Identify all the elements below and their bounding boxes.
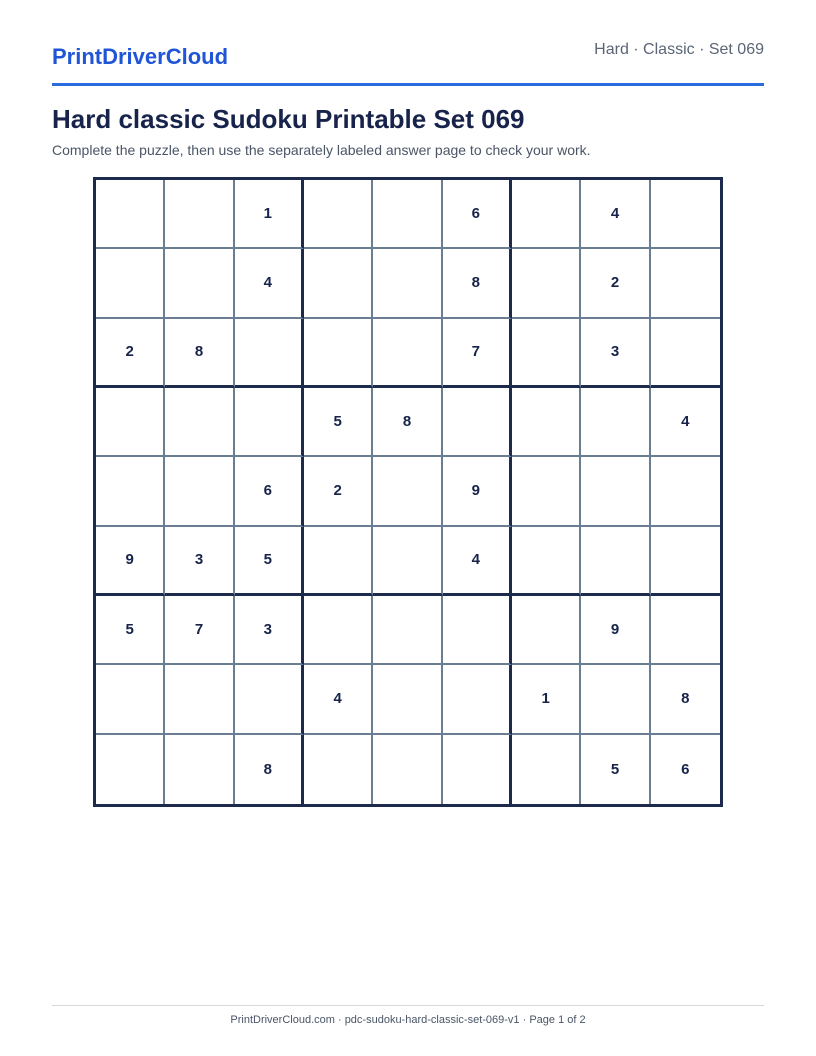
sudoku-cell: 4	[443, 527, 512, 596]
sudoku-cell: 3	[235, 596, 304, 665]
sudoku-cell	[373, 457, 442, 526]
puzzle-meta: Hard · Classic · Set 069	[594, 41, 764, 58]
sudoku-cell	[512, 249, 581, 318]
sudoku-cell: 4	[651, 388, 720, 457]
brand-logo-text: PrintDriverCloud	[52, 44, 229, 69]
sudoku-cell	[443, 388, 512, 457]
sudoku-cell	[651, 249, 720, 318]
sudoku-cell	[512, 457, 581, 526]
sudoku-cell	[651, 319, 720, 388]
sudoku-cell	[373, 319, 442, 388]
sudoku-cell	[443, 735, 512, 804]
sudoku-cell	[96, 457, 165, 526]
sudoku-cell	[373, 249, 442, 318]
sudoku-cell	[96, 735, 165, 804]
sudoku-cell: 4	[304, 665, 373, 734]
sudoku-cell: 4	[581, 180, 650, 249]
sudoku-cell	[235, 319, 304, 388]
sudoku-cell	[651, 527, 720, 596]
sudoku-cell: 2	[581, 249, 650, 318]
sudoku-cell	[304, 319, 373, 388]
sudoku-cell: 2	[96, 319, 165, 388]
sudoku-cell: 6	[235, 457, 304, 526]
sudoku-cell: 5	[235, 527, 304, 596]
sudoku-cell	[96, 388, 165, 457]
sudoku-cell	[651, 180, 720, 249]
sudoku-cell	[512, 180, 581, 249]
sudoku-cell	[373, 665, 442, 734]
sudoku-cell: 2	[304, 457, 373, 526]
sudoku-cell	[443, 596, 512, 665]
page-header	[52, 0, 764, 86]
header-divider	[52, 83, 764, 86]
sudoku-board	[93, 177, 723, 807]
sudoku-cell: 3	[165, 527, 234, 596]
sudoku-cell	[165, 457, 234, 526]
sudoku-cell: 8	[443, 249, 512, 318]
sudoku-cell	[373, 735, 442, 804]
sudoku-cell: 9	[443, 457, 512, 526]
sudoku-cell	[512, 596, 581, 665]
sudoku-cell	[373, 527, 442, 596]
sudoku-cell	[165, 388, 234, 457]
sudoku-cell	[373, 596, 442, 665]
sudoku-cell	[304, 735, 373, 804]
page-subtitle: Complete the puzzle, then use the separately labeled answer page to check your work.	[52, 142, 591, 158]
sudoku-cell	[304, 180, 373, 249]
sudoku-cell	[96, 665, 165, 734]
sudoku-cell	[165, 180, 234, 249]
sudoku-cell: 8	[165, 319, 234, 388]
sudoku-cell: 8	[651, 665, 720, 734]
sudoku-cell	[512, 527, 581, 596]
sudoku-cell: 1	[235, 180, 304, 249]
sudoku-cell: 8	[235, 735, 304, 804]
sudoku-cell: 6	[681, 760, 690, 778]
sudoku-cell: 9	[96, 527, 165, 596]
sudoku-cell: 7	[165, 596, 234, 665]
sudoku-cell	[165, 249, 234, 318]
sudoku-cell	[235, 388, 304, 457]
sudoku-cell: 6	[443, 180, 512, 249]
sudoku-cell	[165, 735, 234, 804]
sudoku-cell	[165, 665, 234, 734]
sudoku-cell	[96, 180, 165, 249]
page-footer: PrintDriverCloud.com · pdc-sudoku-hard-classic-set-069-v1 · Page 1 of 2	[230, 1014, 586, 1026]
page-title: Hard classic Sudoku Printable Set 069	[52, 104, 525, 134]
sudoku-cell	[373, 180, 442, 249]
sudoku-cell: 5	[96, 596, 165, 665]
sudoku-cell	[581, 527, 650, 596]
sudoku-cell	[304, 596, 373, 665]
sudoku-cell: 3	[581, 319, 650, 388]
sudoku-cell	[512, 319, 581, 388]
sudoku-cell	[96, 249, 165, 318]
sudoku-cell	[443, 665, 512, 734]
sudoku-cell	[651, 596, 720, 665]
sudoku-cell	[651, 457, 720, 526]
sudoku-cell: 7	[443, 319, 512, 388]
sudoku-cell	[235, 665, 304, 734]
sudoku-cell	[581, 388, 650, 457]
sudoku-cell: 4	[235, 249, 304, 318]
sudoku-cell	[581, 665, 650, 734]
sudoku-cell: 5	[304, 388, 373, 457]
sudoku-grid	[96, 180, 720, 804]
footer-divider	[52, 1005, 764, 1006]
sudoku-cell	[512, 735, 581, 804]
sudoku-cell	[581, 457, 650, 526]
sudoku-cell: 5	[581, 735, 650, 804]
sudoku-cell: 8	[373, 388, 442, 457]
sudoku-cell: 9	[581, 596, 650, 665]
sudoku-cell	[304, 527, 373, 596]
sudoku-cell	[304, 249, 373, 318]
sudoku-cell: 1	[512, 665, 581, 734]
sudoku-cell	[512, 388, 581, 457]
